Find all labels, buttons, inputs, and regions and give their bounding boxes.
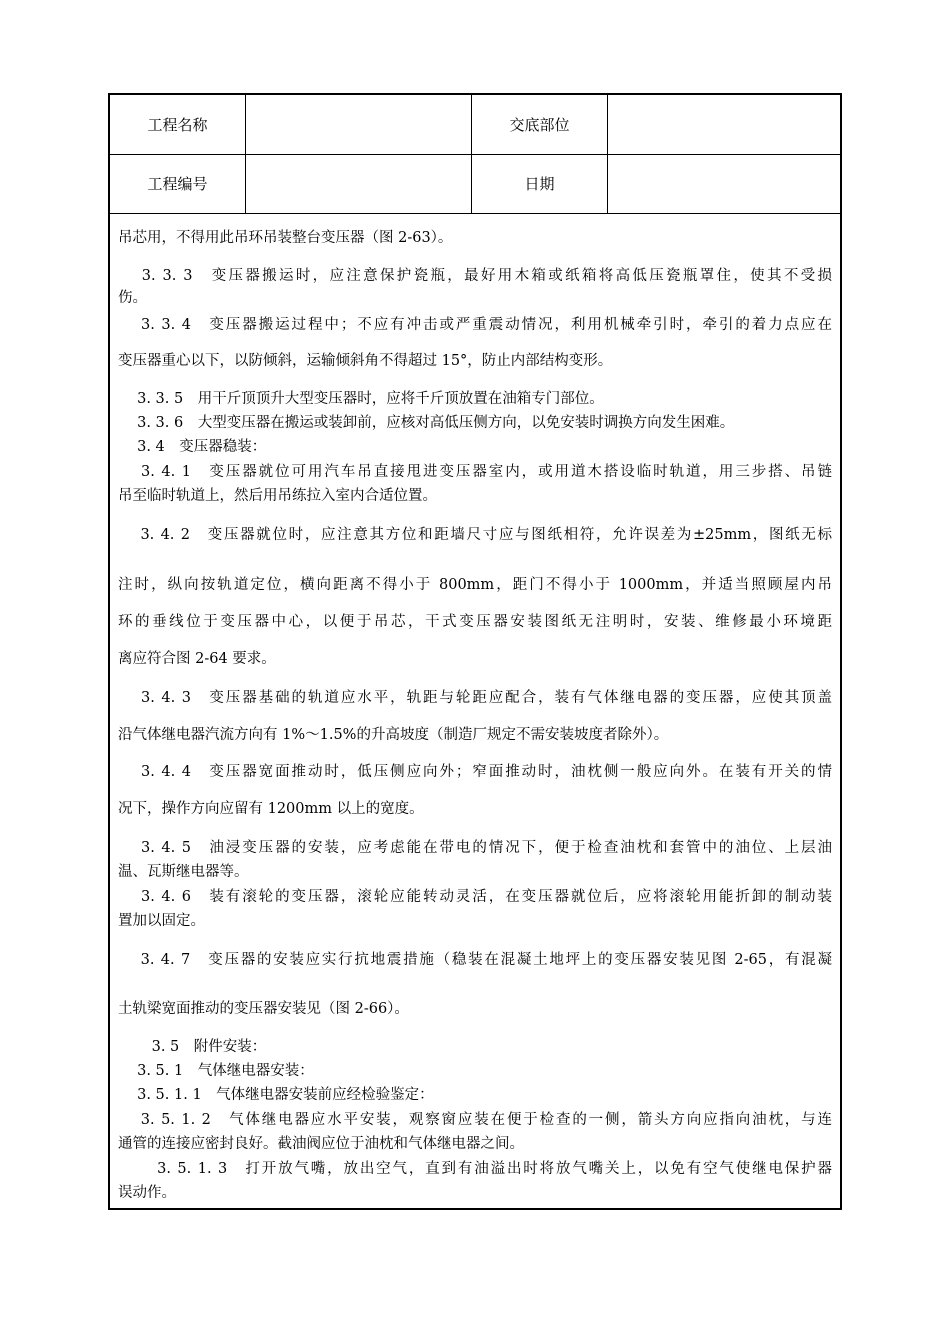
body-line: 通管的连接应密封良好。截油阀应位于油枕和气体继电器之间。: [118, 1136, 524, 1152]
body-line: 吊至临时轨道上，然后用吊练拉入室内合适位置。: [118, 488, 437, 504]
date-label: 日期: [472, 154, 608, 213]
body-line: 3. 5. 1. 3 打开放气嘴，放出空气，直到有油溢出时将放气嘴关上，以免有空气使继电保护器: [118, 1161, 832, 1177]
body-line: 吊芯用，不得用此吊环吊装整台变压器（图 2-63）。: [118, 230, 453, 246]
project-no-label: 工程编号: [110, 154, 246, 213]
body-line: 3. 3. 3 变压器搬运时，应注意保护瓷瓶，最好用木箱或纸箱将高低压瓷瓶罩住，使其不受损: [118, 268, 832, 284]
body-line: 变压器重心以下，以防倾斜，运输倾斜角不得超过 15°，防止内部结构变形。: [118, 353, 613, 369]
body-line: 3. 4. 4 变压器宽面推动时，低压侧应向外；窄面推动时，油枕侧一般应向外。在装有开关的情: [118, 764, 832, 780]
body-line: 3. 3. 5 用干斤顶顶升大型变压器时，应将千斤顶放置在油箱专门部位。: [118, 391, 604, 407]
body-line: 况下，操作方向应留有 1200mm 以上的宽度。: [118, 801, 424, 817]
body-line: 伤。: [118, 290, 147, 306]
body-line: 沿气体继电器汽流方向有 1%～1.5%的升高坡度（制造厂规定不需安装坡度者除外）。: [118, 727, 669, 743]
header-row-1: [110, 95, 840, 155]
body-line: 误动作。: [118, 1185, 176, 1201]
body-line: 3. 3. 6 大型变压器在搬运或装卸前，应核对高低压侧方向，以免安装时调换方向发生困难。: [118, 415, 735, 431]
location-value: [608, 95, 840, 154]
body-line: 3. 5. 1. 2 气体继电器应水平安装，观察窗应装在便于检查的一侧，箭头方向应指向油枕，与连: [118, 1112, 832, 1128]
body-line: 3. 4. 7 变压器的安装应实行抗地震措施（稳装在混凝土地坪上的变压器安装见图 2-65，有混凝: [118, 952, 832, 968]
body-line: 离应符合图 2-64 要求。: [118, 651, 276, 667]
body-line: 3. 4. 1 变压器就位可用汽车吊直接甩进变压器室内，或用道木搭设临时轨道，用三步搭、吊链: [118, 464, 832, 480]
body-line: 环的垂线位于变压器中心，以便于吊芯，干式变压器安装图纸无注明时，安装、维修最小环境距: [118, 614, 832, 630]
body-line: 3. 4. 6 装有滚轮的变压器，滚轮应能转动灵活，在变压器就位后，应将滚轮用能折卸的制动装: [118, 889, 832, 905]
location-label: 交底部位: [472, 95, 608, 154]
project-no-value: [246, 154, 472, 213]
body-line: 温、瓦斯继电器等。: [118, 864, 249, 880]
body-line: 注时，纵向按轨道定位，横向距离不得小于 800mm，距门不得小于 1000mm，并适当照顾屋内吊: [118, 577, 832, 593]
project-name-value: [246, 95, 472, 154]
project-name-label: 工程名称: [110, 95, 246, 154]
body-line: 3. 4. 2 变压器就位时，应注意其方位和距墙尺寸应与图纸相符，允许误差为±25mm，图纸无标: [118, 527, 832, 543]
date-value: [608, 154, 840, 213]
body-line: 土轨梁宽面推动的变压器安装见（图 2-66）。: [118, 1001, 409, 1017]
disclosure-table: [108, 93, 842, 1210]
header-row-2: [110, 154, 840, 214]
body-line: 3. 3. 4 变压器搬运过程中；不应有冲击或严重震动情况，利用机械牵引时，牵引的着力点应在: [118, 317, 832, 333]
body-line: 3. 4. 5 油浸变压器的安装，应考虑能在带电的情况下，便于检查油枕和套管中的油位、上层油: [118, 840, 832, 856]
body-line: 3. 4. 3 变压器基础的轨道应水平，轨距与轮距应配合，装有气体继电器的变压器，应使其顶盖: [118, 690, 832, 706]
body-line: 3. 5. 1. 1 气体继电器安装前应经检验鉴定：: [118, 1087, 434, 1103]
body-line: 置加以固定。: [118, 913, 205, 929]
body-line: 3. 5 附件安装：: [118, 1039, 267, 1055]
body-line: 3. 4 变压器稳装：: [118, 439, 267, 455]
body-line: 3. 5. 1 气体继电器安装：: [118, 1063, 314, 1079]
